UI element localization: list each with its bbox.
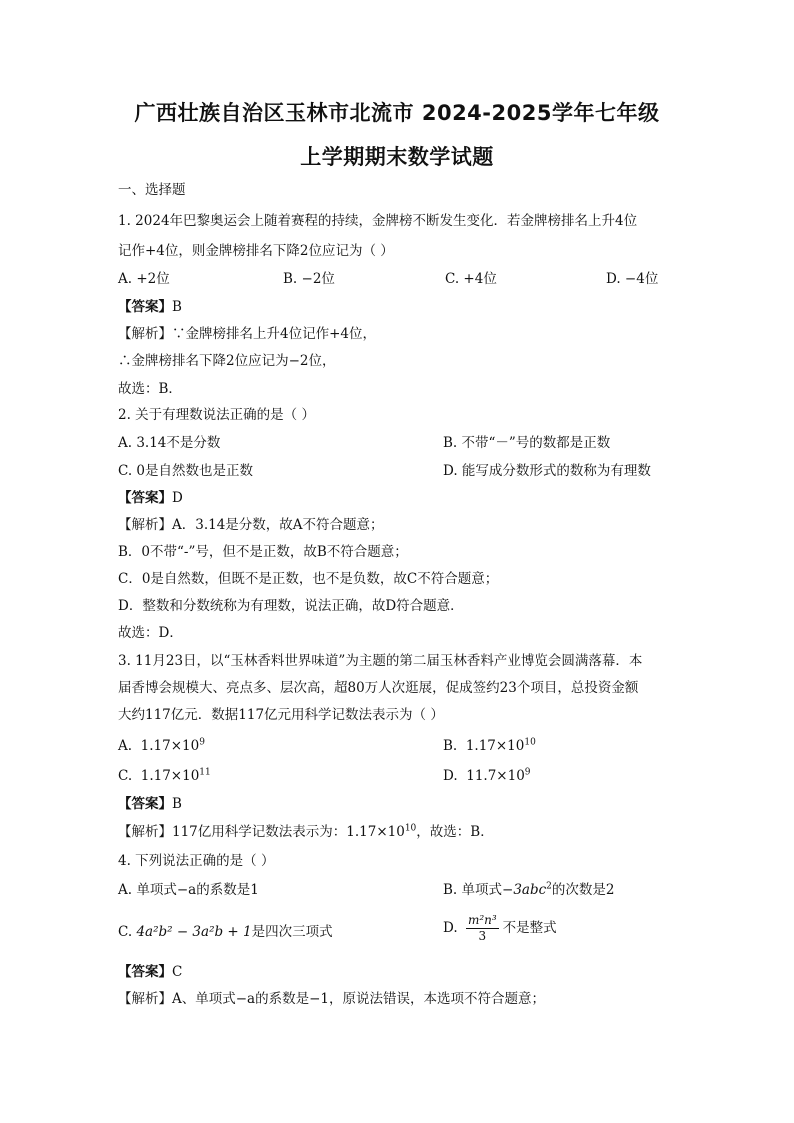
q3-option-b-base: 1.17×10 [465, 738, 525, 754]
q3-analysis-prefix: 【解析】117亿用科学记数法表示为：1.17×10 [118, 824, 405, 840]
q1-analysis-line2: ∴金牌榜排名下降2位应记为−2位， [118, 353, 336, 369]
q3-analysis-exponent: 10 [404, 823, 417, 834]
q1-analysis-line3: 故选：B． [118, 381, 182, 397]
answer-label: 【答案】 [118, 796, 172, 812]
q1-option-c: C. +4位 [445, 271, 497, 287]
page-title-line1: 广西壮族自治区玉林市北流市 2024-2025学年七年级 [134, 101, 660, 125]
q4-option-d-numerator: m²n³ [467, 913, 497, 927]
answer-label: 【答案】 [118, 490, 172, 506]
q4-analysis: 【解析】A、单项式−a的系数是−1，原说法错误，本选项不符合题意； [118, 991, 546, 1007]
q4-option-b-math: −3abc [502, 882, 547, 898]
answer-value: B [172, 299, 182, 315]
q4-option-c-suffix: 是四次三项式 [251, 924, 333, 940]
q1-option-a: A. +2位 [118, 271, 170, 287]
q3-option-d-exponent: 9 [524, 767, 531, 778]
q2-analysis-line4: D．整数和分数统称为有理数，说法正确，故D符合题意． [118, 598, 464, 614]
q3-option-a-label: A. [118, 738, 133, 754]
q4-option-b-suffix: 的次数是2 [551, 882, 615, 898]
q4-option-d-fraction [466, 913, 499, 944]
q2-option-d: D. 能写成分数形式的数称为有理数 [443, 463, 651, 479]
q3-stem-line1: 3. 11月23日，以“玉林香料世界味道”为主题的第二届玉林香料产业博览会圆满落幕．本 [118, 653, 643, 669]
q3-option-c-base: 1.17×10 [140, 768, 200, 784]
q3-option-c-exponent: 11 [199, 767, 211, 778]
q3-option-b-label: B. [443, 738, 458, 754]
q4-option-d-suffix: 不是整式 [502, 920, 557, 936]
section-heading: 一、选择题 [118, 182, 186, 198]
q1-stem-line1: 1. 2024年巴黎奥运会上随着赛程的持续，金牌榜不断发生变化．若金牌榜排名上升4位 [118, 213, 638, 229]
q3-stem-line2: 届香博会规模大、亮点多、层次高，超80万人次逛展，促成签约23个项目，总投资金额 [118, 680, 639, 696]
q2-answer [118, 489, 183, 507]
q1-stem-line2: 记作+4位，则金牌榜排名下降2位应记为（ ） [118, 243, 394, 259]
q3-option-d [443, 767, 531, 785]
answer-label: 【答案】 [118, 299, 172, 315]
q3-option-a [118, 737, 205, 755]
q4-option-b-prefix: B. 单项式 [443, 882, 503, 898]
q3-option-b-exponent: 10 [524, 737, 536, 748]
q4-option-a: A. 单项式−a的系数是1 [118, 882, 259, 898]
q3-stem-line3: 大约117亿元．数据117亿元用科学记数法表示为（ ） [118, 707, 444, 723]
q3-analysis [118, 823, 494, 841]
answer-value: B [172, 796, 182, 812]
q2-analysis-line3: C．0是自然数，但既不是正数，也不是负数，故C不符合题意； [118, 571, 499, 587]
q1-analysis-line1: 【解析】∵金牌榜排名上升4位记作+4位， [118, 326, 376, 342]
q4-option-c-prefix: C. [118, 924, 137, 940]
q3-option-d-base: 11.7×10 [466, 768, 525, 784]
q2-option-a: A. 3.14不是分数 [118, 435, 221, 451]
q3-option-d-label: D. [443, 768, 458, 784]
q1-answer [118, 298, 182, 316]
q2-option-c: C. 0是自然数也是正数 [118, 463, 254, 479]
q4-option-c-math: 4a²b² − 3a²b + 1 [136, 924, 252, 940]
answer-label: 【答案】 [118, 964, 172, 980]
q4-option-b [443, 881, 615, 899]
q3-option-c-label: C. [118, 768, 133, 784]
q4-option-c [118, 923, 333, 941]
q4-stem: 4. 下列说法正确的是（ ） [118, 853, 275, 869]
q4-option-d [443, 913, 557, 944]
q4-answer [118, 963, 182, 981]
q1-option-d: D. −4位 [606, 271, 659, 287]
q2-analysis-line5: 故选：D． [118, 625, 183, 641]
q3-answer [118, 795, 182, 813]
q3-analysis-suffix: ，故选：B． [416, 824, 494, 840]
q3-option-a-base: 1.17×10 [140, 738, 200, 754]
q2-option-b: B. 不带“－”号的数都是正数 [443, 435, 611, 451]
q4-option-d-denominator: 3 [478, 929, 487, 943]
q3-option-a-exponent: 9 [199, 737, 205, 748]
q1-option-b: B. −2位 [283, 271, 335, 287]
q3-option-b [443, 737, 536, 755]
q2-analysis-line2: B．0不带“-”号，但不是正数，故B不符合题意； [118, 544, 408, 560]
q3-option-c [118, 767, 211, 785]
page-title-line2: 上学期期末数学试题 [300, 145, 494, 169]
q4-option-d-label: D. [443, 920, 458, 936]
q4-option-b-exponent: 2 [546, 881, 552, 892]
answer-value: C [172, 964, 183, 980]
q2-analysis-line1: 【解析】A．3.14是分数，故A不符合题意； [118, 517, 384, 533]
answer-value: D [172, 490, 183, 506]
q2-stem: 2. 关于有理数说法正确的是（ ） [118, 407, 315, 423]
